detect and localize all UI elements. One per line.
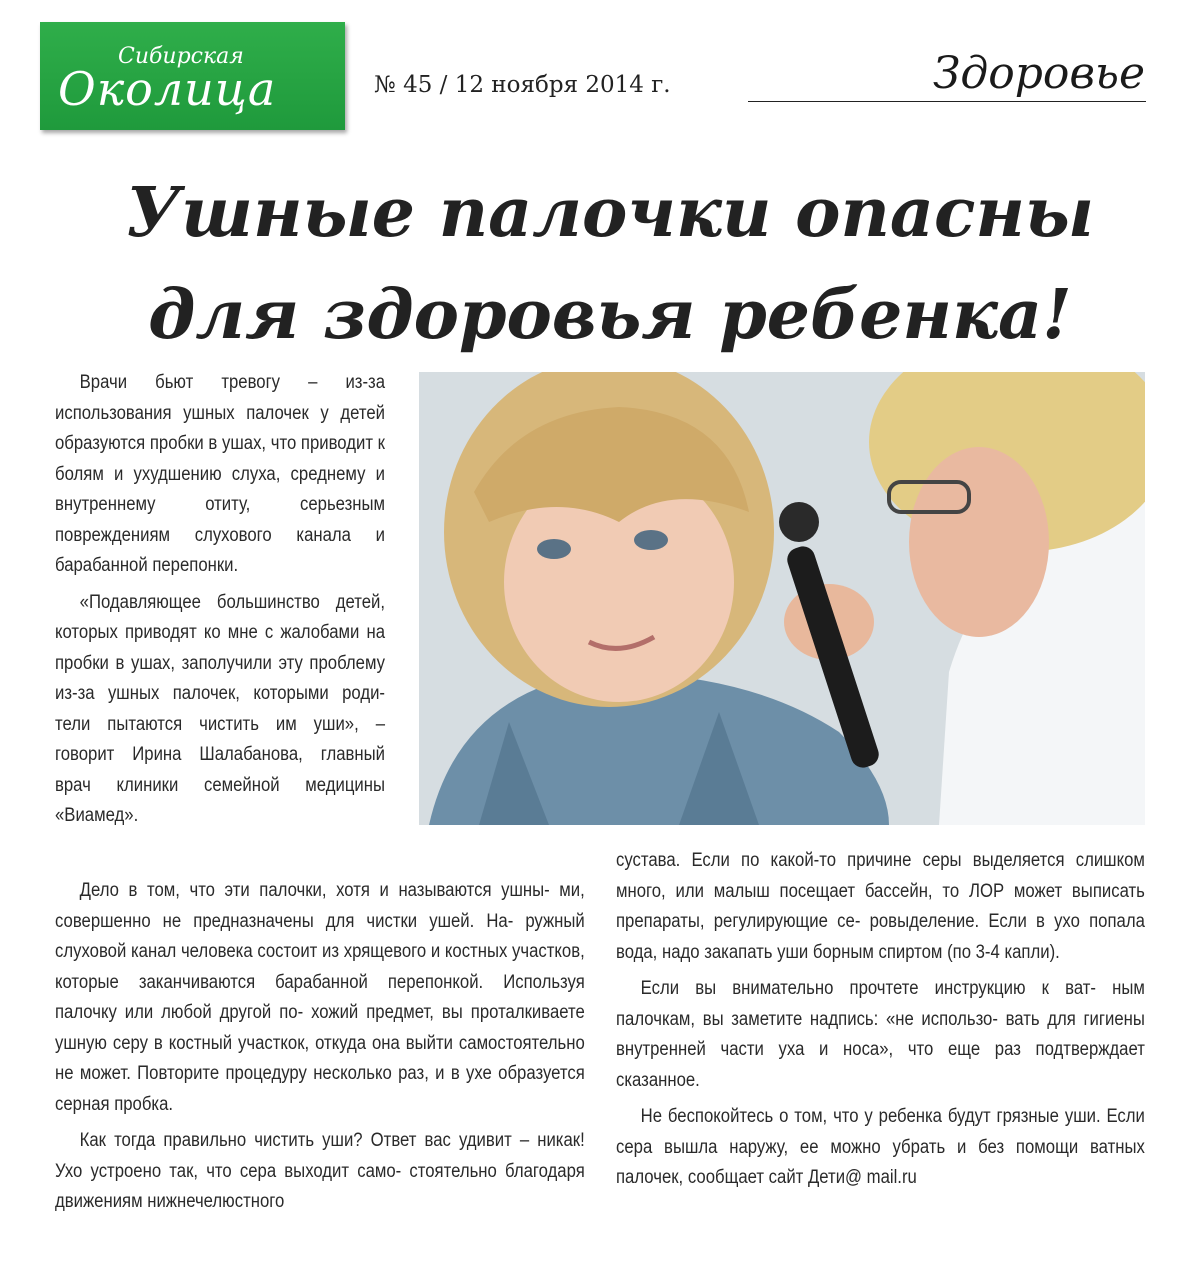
headline-line-2: для здоровья ребенка! — [148, 275, 1072, 355]
paragraph: Как тогда правильно чистить уши? Ответ вас удивит – никак! Ухо устроено так, что сера выходит само- стоятельно благодаря движениям нижнечелюстного — [55, 1130, 585, 1212]
paragraph: «Подавляющее большинство детей, которых приводят ко мне с жалобами на пробки в ушах, заполучили эту проблему из-за ушных палочек, которыми роди- тели пытаются чистить им уши», – говорит Ирина Шалабанова, главный врач клиники семейной медицины «Виамед». — [55, 591, 385, 826]
paragraph: Врачи бьют тревогу – из-за использования ушных палочек у детей образуются пробки в ушах, что приводит к болям и ухудшению слуха, среднему и внутреннему отиту, серьезным повреждениям слухового канала и барабанной перепонки. — [55, 372, 385, 576]
article-column-left-bottom — [55, 876, 585, 1224]
headline-line-1: Ушные палочки опасны — [125, 173, 1095, 253]
paragraph: Не беспокойтесь о том, что у ребенка будут грязные уши. Если сера вышла наружу, ее можно убрать и без помощи ватных палочек, сообщает сайт Дети@ mail.ru — [616, 1106, 1145, 1188]
logo-title: Околица — [58, 62, 277, 116]
paragraph: Если вы внимательно прочтете инструкцию к ват- ным палочкам, вы заметите надпись: «не использо- вать для гигиены внутренней части уха и носа», что еще раз подтверждает сказанное. — [616, 978, 1145, 1091]
section-title: Здоровье — [932, 48, 1145, 99]
paragraph: Дело в том, что эти палочки, хотя и называются ушны- ми, совершенно не предназначены для чистки ушей. На- ружный слуховой канал человека состоит из хрящевого и костных участков, которые заканчиваются барабанной перепонкой. Используя палочку или любой другой по- хожий предмет, вы проталкиваете ушную серу в костный участкок, откуда она выйти самостоятельно не может. Повторите процедуру несколько раз, и в ухе образуется серная пробка. — [55, 880, 585, 1115]
article-column-left-top — [55, 368, 385, 838]
issue-date: № 45 / 12 ноября 2014 г. — [374, 72, 671, 98]
paragraph: сустава. Если по какой-то причине серы выделяется слишком много, или малыш посещает бассейн, то ЛОР может выписать препараты, регулирующие се- ровыделение. Если в ухо попала вода, надо закапать уши борным спиртом (по 3-4 капли). — [616, 850, 1145, 963]
header-rule — [748, 101, 1146, 102]
article-column-right — [616, 846, 1145, 1200]
newspaper-logo — [40, 22, 345, 130]
article-headline — [40, 162, 1180, 366]
article-photo-child-ear-exam — [419, 372, 1145, 825]
logo-subtitle: Сибирская — [118, 44, 244, 69]
